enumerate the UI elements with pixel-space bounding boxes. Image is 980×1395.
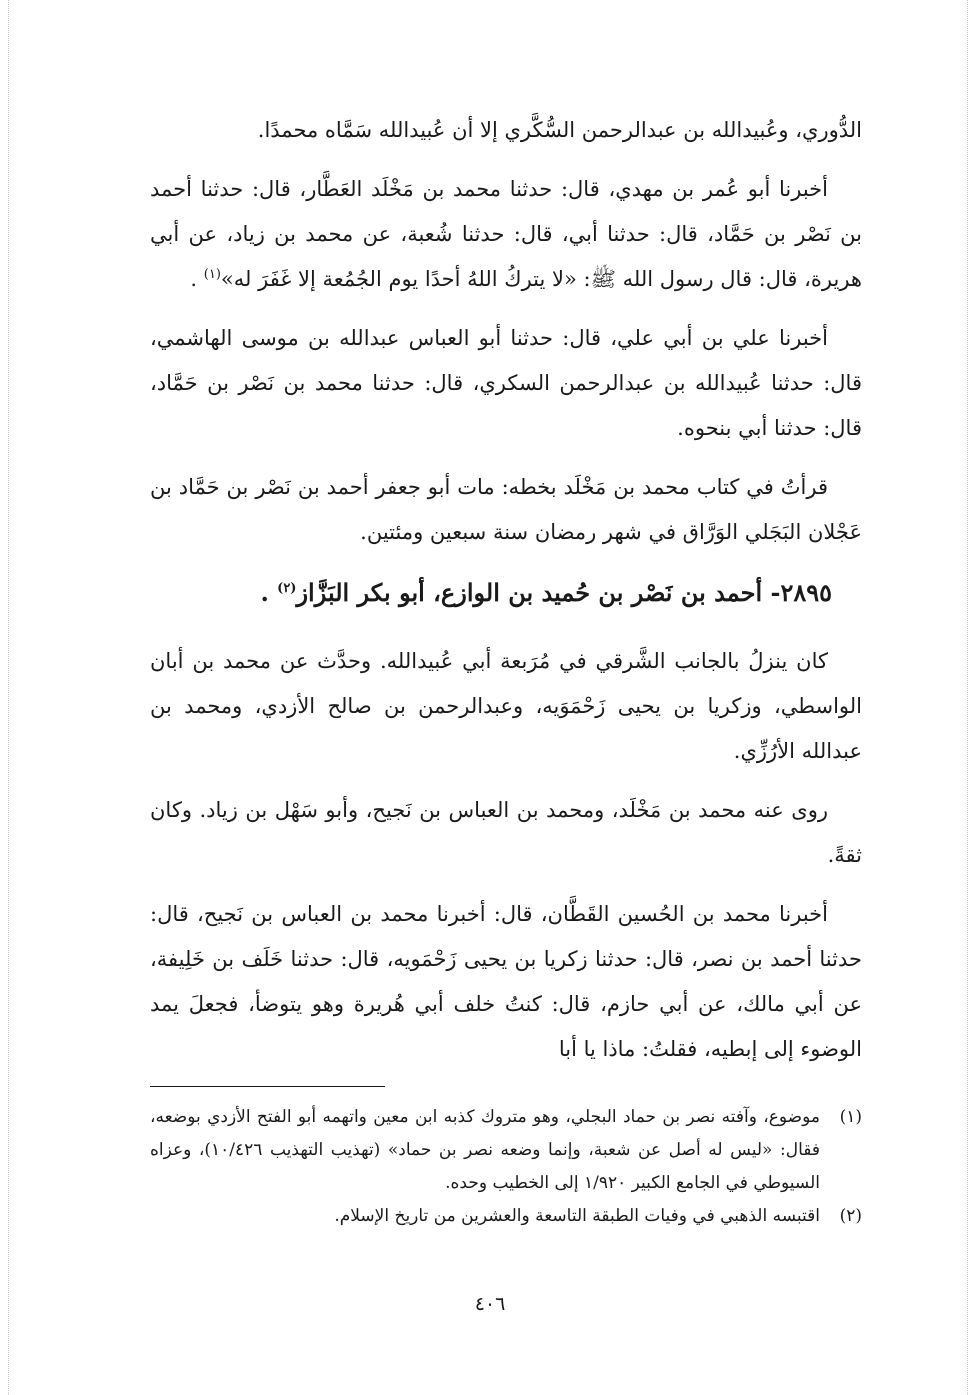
paragraph-text: أخبرنا أبو عُمر بن مهدي، قال: حدثنا محمد بن مَخْلَد العَطَّار، قال: حدثنا أحمد بن نَصْر بن حَمَّاد، قال: حدثنا أبي، قال: حدثنا شُعبة، عن محمد بن زياد، عن أبي هريرة، قال: قال رسول الله ﷺ: «لا يتركُ اللهُ أحدًا يوم الجُمُعة إلا غَفَرَ له»	[150, 177, 862, 291]
footnote-number: (١)	[839, 1107, 862, 1127]
entry-paragraph: روى عنه محمد بن مَخْلَد، ومحمد بن العباس بن نَجيح، وأبو سَهْل بن زياد. وكان ثقةً.	[150, 798, 862, 867]
entry-paragraph: أخبرنا محمد بن الحُسين القَطَّان، قال: أخبرنا محمد بن العباس بن نَجيح، قال: حدثنا أحمد بن نصر، قال: حدثنا زكريا بن يحيى زَحْمَويه، قال: حدثنا خَلَف بن خَلِيفة، عن أبي مالك، عن أبي حازم، قال: كنتُ خلف أبي هُريرة وهو يتوضأ، فجعلَ يمد الوضوء إلى إبطيه، فقلتُ: ماذا يا أبا	[150, 902, 862, 1061]
paragraph-continuation: الدُّوري، وعُبيدالله بن عبدالرحمن السُّكَّري إلا أن عُبيدالله سَمَّاه محمدًا.	[257, 118, 862, 142]
footnote-divider	[150, 1086, 385, 1087]
footnotes	[150, 1101, 862, 1233]
footnote-ref: (٢)	[277, 581, 297, 596]
scan-edge-left	[8, 0, 9, 1395]
paragraph-hadith-isnad: أخبرنا أبو عُمر بن مهدي، قال: حدثنا محمد بن مَخْلَد العَطَّار، قال: حدثنا أحمد بن نَصْر بن حَمَّاد، قال: حدثنا أبي، قال: حدثنا شُعبة، عن محمد بن زياد، عن أبي هريرة، قال: قال رسول الله ﷺ: «لا يتركُ اللهُ أحدًا يوم الجُمُعة إلا غَفَرَ له»$^{(١)}$ .	[150, 177, 862, 291]
entry-heading: ٢٨٩٥- أحمد بن نَصْر بن حُميد بن الوازع، أبو بكر البَزَّاز$^{(٢)}$ .	[260, 578, 832, 607]
paragraph-second-isnad: أخبرنا علي بن أبي علي، قال: حدثنا أبو العباس عبدالله بن موسى الهاشمي، قال: حدثنا عُبيدالله بن عبدالرحمن السكري، قال: حدثنا محمد بن نَصْر بن حَمَّاد، قال: حدثنا أبي بنحوه.	[150, 326, 862, 440]
entry-paragraph: كان ينزلُ بالجانب الشَّرقي في مُرَبعة أبي عُبيدالله. وحدَّث عن محمد بن أبان الواسطي، وزكريا بن يحيى زَحْمَوَيه، وعبدالرحمن بن صالح الأزدي، ومحمد بن عبدالله الأرُزِّي.	[150, 649, 862, 763]
footnote-text: موضوع، وآفته نصر بن حماد البجلي، وهو متروك كذبه ابن معين واتهمه أبو الفتح الأزدي بوضعه، فقال: «ليس له أصل عن شعبة، وإنما وضعه نصر بن حماد» (تهذيب التهذيب ١٠/٤٢٦)، وعزاه السيوطي في الجامع الكبير ١/٩٢٠ إلى الخطيب وحده.	[150, 1107, 820, 1193]
paragraph-death-note: قرأتُ في كتاب محمد بن مَخْلَد بخطه: مات أبو جعفر أحمد بن نَصْر بن حَمَّاد بن عَجْلان البَجَلي الوَرَّاق في شهر رمضان سنة سبعين ومئتين.	[150, 475, 862, 544]
footnote	[150, 1101, 862, 1200]
footnote-number: (٢)	[839, 1206, 862, 1226]
footnote-ref: (١)	[203, 267, 221, 282]
page-body	[150, 108, 862, 1233]
scan-edge-right	[967, 0, 968, 1395]
footnote-text: اقتبسه الذهبي في وفيات الطبقة التاسعة والعشرين من تاريخ الإسلام.	[334, 1206, 820, 1226]
footnote	[150, 1200, 862, 1233]
entry-heading-text: ٢٨٩٥- أحمد بن نَصْر بن حُميد بن الوازع، أبو بكر البَزَّاز	[296, 578, 832, 607]
page-number: ٤٠٦	[474, 1293, 506, 1315]
